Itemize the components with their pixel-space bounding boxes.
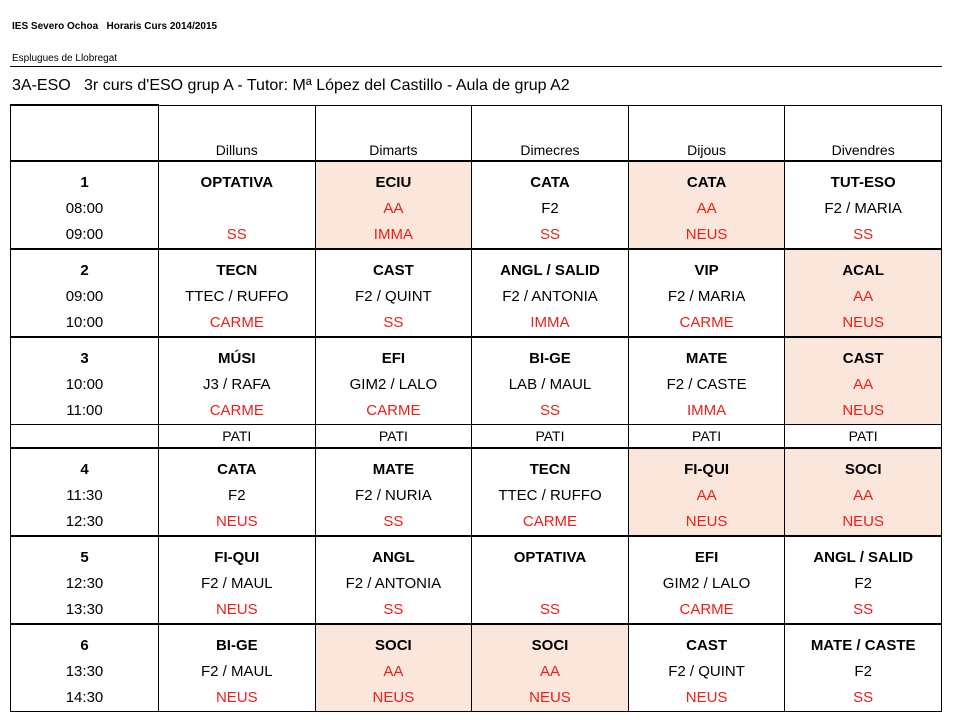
teacher-name: NEUS <box>215 601 258 618</box>
timetable-row <box>11 161 942 249</box>
teacher-name: SS <box>853 226 874 243</box>
subject-name: ECIU <box>375 174 412 191</box>
teacher-name: NEUS <box>372 689 415 706</box>
teacher-name: NEUS <box>529 689 571 706</box>
room-name <box>159 196 315 222</box>
class-cell <box>159 161 316 249</box>
class-cell <box>315 624 472 712</box>
break-cell: PATI <box>785 425 942 449</box>
teacher-name: CARME <box>209 402 264 419</box>
class-cell <box>315 536 472 624</box>
period-number: 3 <box>80 350 89 367</box>
teacher-name: NEUS <box>685 513 728 530</box>
teacher-name: NEUS <box>215 513 258 530</box>
subject-name: MATE <box>372 461 415 478</box>
teacher-name: NEUS <box>215 689 258 706</box>
class-cell <box>315 337 472 425</box>
room-name: F2 <box>228 487 246 504</box>
class-cell <box>472 249 629 337</box>
break-cell: PATI <box>628 425 785 449</box>
period-start-time: 11:30 <box>66 487 103 504</box>
class-cell <box>159 536 316 624</box>
teacher-name: CARME <box>366 402 421 419</box>
subject-name: OPTATIVA <box>513 549 587 566</box>
subject-name: SOCI <box>375 637 412 654</box>
subject-name: ANGL <box>372 549 415 566</box>
subject-name: TECN <box>216 262 258 279</box>
teacher-name: CARME <box>209 314 264 331</box>
room-name: F2 <box>854 663 872 680</box>
room-name: GIM2 / LALO <box>662 575 751 592</box>
period-cell <box>11 624 159 712</box>
teacher-name: IMMA <box>686 402 727 419</box>
timetable-row <box>11 536 942 624</box>
teacher-name: SS <box>383 601 404 618</box>
room-name: F2 / QUINT <box>668 663 745 680</box>
subject-name: BI-GE <box>215 637 258 654</box>
room-name: LAB / MAUL <box>508 376 592 393</box>
teacher-name: IMMA <box>373 226 413 243</box>
class-cell <box>785 337 942 425</box>
subject-name: CATA <box>686 174 727 191</box>
period-start-time: 12:30 <box>65 575 104 592</box>
class-cell <box>159 249 316 337</box>
class-cell <box>628 536 785 624</box>
class-cell <box>472 536 629 624</box>
group-title: 3A-ESO 3r curs d'ESO grup A - Tutor: Mª López del Castillo - Aula de grup A2 <box>12 77 570 94</box>
class-cell <box>628 161 785 249</box>
class-cell <box>785 161 942 249</box>
class-cell <box>628 249 785 337</box>
period-start-time: 08:00 <box>65 200 104 217</box>
teacher-name: SS <box>383 314 404 331</box>
break-empty-cell <box>11 425 159 449</box>
room-name: TTEC / RUFFO <box>185 288 289 305</box>
class-cell <box>472 624 629 712</box>
period-cell <box>11 448 159 536</box>
room-name: J3 / RAFA <box>203 376 271 393</box>
teacher-name: SS <box>539 601 560 618</box>
subject-name: FI-QUI <box>214 549 260 566</box>
room-name: GIM2 / LALO <box>349 376 438 393</box>
day-header-row <box>11 105 942 161</box>
teacher-name: CARME <box>522 513 578 530</box>
teacher-name: SS <box>383 513 404 530</box>
subject-name: SOCI <box>531 637 569 654</box>
subject-name: CATA <box>217 461 257 478</box>
room-name: AA <box>853 288 874 305</box>
room-name: TTEC / RUFFO <box>498 487 602 504</box>
subject-name: FI-QUI <box>684 461 730 478</box>
subject-name: TUT-ESO <box>830 174 896 191</box>
room-name: F2 <box>541 200 559 217</box>
teacher-name: SS <box>539 226 560 243</box>
room-name: AA <box>539 663 560 680</box>
timetable-row <box>11 249 942 337</box>
teacher-name: NEUS <box>685 689 728 706</box>
header-divider <box>10 66 942 67</box>
day-header: Dilluns <box>159 105 316 161</box>
room-name: F2 / ANTONIA <box>345 575 442 592</box>
teacher-name: SS <box>853 601 874 618</box>
subject-name: ANGL / SALID <box>500 262 600 279</box>
room-name: F2 <box>854 575 872 592</box>
subject-name: MATE <box>685 350 728 367</box>
period-cell <box>11 536 159 624</box>
school-header: IES Severo Ochoa Horaris Curs 2014/2015 <box>12 21 218 32</box>
teacher-name: IMMA <box>530 314 570 331</box>
subject-name: CAST <box>842 350 884 367</box>
room-name: F2 / ANTONIA <box>502 288 598 305</box>
period-cell <box>11 249 159 337</box>
period-end-time: 09:00 <box>65 226 104 243</box>
period-number: 1 <box>80 174 89 191</box>
class-cell <box>628 448 785 536</box>
teacher-name: CARME <box>679 314 734 331</box>
teacher-name: CARME <box>679 601 734 618</box>
class-cell <box>785 249 942 337</box>
timetable-row <box>11 448 942 536</box>
day-header: Dijous <box>628 105 785 161</box>
teacher-name: NEUS <box>842 402 885 419</box>
room-name: F2 / MAUL <box>200 663 273 680</box>
day-header: Dimarts <box>315 105 472 161</box>
class-cell <box>315 249 472 337</box>
class-cell <box>315 448 472 536</box>
teacher-name: SS <box>853 689 874 706</box>
timetable <box>10 104 942 712</box>
period-number: 2 <box>80 262 89 279</box>
break-cell: PATI <box>159 425 316 449</box>
timetable-row <box>11 337 942 425</box>
class-cell <box>785 624 942 712</box>
room-name: AA <box>853 376 874 393</box>
room-name <box>472 571 628 597</box>
subject-name: ACAL <box>842 262 885 279</box>
subject-name: EFI <box>381 350 406 367</box>
room-name: AA <box>853 487 874 504</box>
class-cell <box>315 161 472 249</box>
break-cell: PATI <box>315 425 472 449</box>
period-start-time: 10:00 <box>65 376 104 393</box>
room-name: F2 / QUINT <box>355 288 432 305</box>
room-name: F2 / MARIA <box>667 288 746 305</box>
class-cell <box>159 624 316 712</box>
subject-name: VIP <box>694 262 719 279</box>
class-cell <box>159 337 316 425</box>
teacher-name: NEUS <box>842 314 885 331</box>
subject-name: OPTATIVA <box>200 174 274 191</box>
break-row <box>11 425 942 449</box>
subject-name: CATA <box>530 174 570 191</box>
period-number: 4 <box>80 461 89 478</box>
break-cell: PATI <box>472 425 629 449</box>
subject-name: MÚSI <box>218 350 256 367</box>
teacher-name: NEUS <box>685 226 728 243</box>
period-end-time: 12:30 <box>65 513 104 530</box>
subject-name: MATE / CASTE <box>810 637 916 654</box>
teacher-name: NEUS <box>842 513 885 530</box>
room-name: F2 / CASTE <box>666 376 747 393</box>
subject-name: EFI <box>694 549 719 566</box>
subject-name: SOCI <box>844 461 882 478</box>
corner-cell <box>11 105 159 161</box>
class-cell <box>159 448 316 536</box>
day-header: Divendres <box>785 105 942 161</box>
subject-name: ANGL / SALID <box>813 549 914 566</box>
subject-name: CAST <box>372 262 414 279</box>
subject-name: CAST <box>686 637 727 654</box>
city-header: Esplugues de Llobregat <box>12 53 118 64</box>
period-number: 6 <box>80 637 89 654</box>
period-cell <box>11 337 159 425</box>
room-name: F2 / NURIA <box>355 487 432 504</box>
room-name: F2 / MARIA <box>824 200 902 217</box>
period-end-time: 10:00 <box>65 314 104 331</box>
class-cell <box>628 337 785 425</box>
teacher-name: SS <box>226 226 247 243</box>
class-cell <box>472 337 629 425</box>
room-name: AA <box>696 200 717 217</box>
period-cell <box>11 161 159 249</box>
day-header: Dimecres <box>472 105 629 161</box>
period-start-time: 13:30 <box>65 663 104 680</box>
room-name: AA <box>383 663 404 680</box>
teacher-name: SS <box>539 402 560 419</box>
subject-name: TECN <box>529 461 571 478</box>
room-name: AA <box>696 487 717 504</box>
period-end-time: 13:30 <box>65 601 104 618</box>
class-cell <box>472 161 629 249</box>
period-end-time: 14:30 <box>65 689 104 706</box>
period-end-time: 11:00 <box>66 402 103 419</box>
room-name: AA <box>383 200 404 217</box>
timetable-row <box>11 624 942 712</box>
period-number: 5 <box>80 549 89 566</box>
period-start-time: 09:00 <box>65 288 104 305</box>
class-cell <box>628 624 785 712</box>
class-cell <box>785 536 942 624</box>
subject-name: BI-GE <box>529 350 571 367</box>
class-cell <box>785 448 942 536</box>
room-name: F2 / MAUL <box>200 575 273 592</box>
class-cell <box>472 448 629 536</box>
